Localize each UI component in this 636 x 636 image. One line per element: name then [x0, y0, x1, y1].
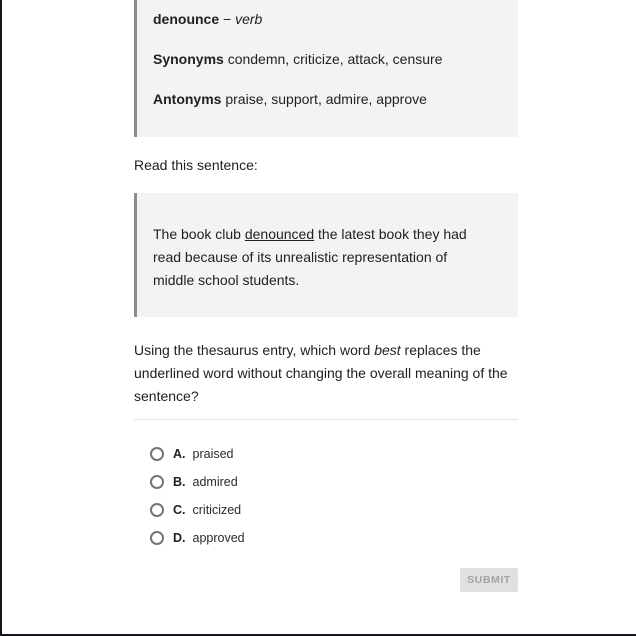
synonyms-list: condemn, criticize, attack, censure [223, 51, 443, 67]
sentence-after: the latest book they had read because of its unrealistic representation of middle school students. [153, 226, 467, 288]
option-b-letter: B. [173, 475, 186, 489]
antonyms-label: Antonyms [153, 91, 222, 107]
thesaurus-headword-line [153, 12, 502, 27]
sentence-underlined-word: denounced [244, 226, 315, 242]
screen-left-edge [0, 0, 2, 636]
option-a[interactable] [150, 440, 518, 468]
option-d[interactable] [150, 524, 518, 552]
thesaurus-antonyms-line [153, 92, 502, 107]
option-a-letter: A. [173, 447, 186, 461]
sentence-quote-box [134, 193, 518, 317]
thesaurus-entry-box [134, 0, 518, 137]
option-b-radio-button[interactable] [150, 475, 164, 489]
antonyms-list: praise, support, admire, approve [221, 91, 427, 107]
option-c[interactable] [150, 496, 518, 524]
option-c-radio-button[interactable] [150, 503, 164, 517]
option-c-label: criticized [192, 503, 242, 517]
option-b[interactable] [150, 468, 518, 496]
question-before: Using the thesaurus entry, which word [134, 342, 375, 358]
option-a-label: praised [192, 447, 234, 461]
sentence-text [153, 223, 492, 292]
thesaurus-part-of-speech: verb [235, 11, 263, 27]
question-italic-word: best [374, 342, 401, 358]
option-b-label: admired [192, 475, 238, 489]
option-d-label: approved [192, 531, 245, 545]
option-c-letter: C. [173, 503, 186, 517]
question-divider [134, 419, 518, 420]
option-a-radio-button[interactable] [150, 447, 164, 461]
option-d-letter: D. [173, 531, 186, 545]
sentence-before: The book club [153, 226, 245, 242]
answer-options [150, 440, 518, 552]
question-text [134, 339, 526, 408]
thesaurus-synonyms-line [153, 52, 502, 67]
option-d-radio-button[interactable] [150, 531, 164, 545]
submit-button[interactable]: SUBMIT [460, 568, 518, 592]
thesaurus-word: denounce [153, 11, 220, 27]
question-after: replaces the underlined word without changing the overall meaning of the sentence? [134, 342, 508, 404]
synonyms-label: Synonyms [153, 51, 224, 67]
read-sentence-prompt: Read this sentence: [134, 157, 258, 173]
thesaurus-separator: − [223, 11, 232, 27]
